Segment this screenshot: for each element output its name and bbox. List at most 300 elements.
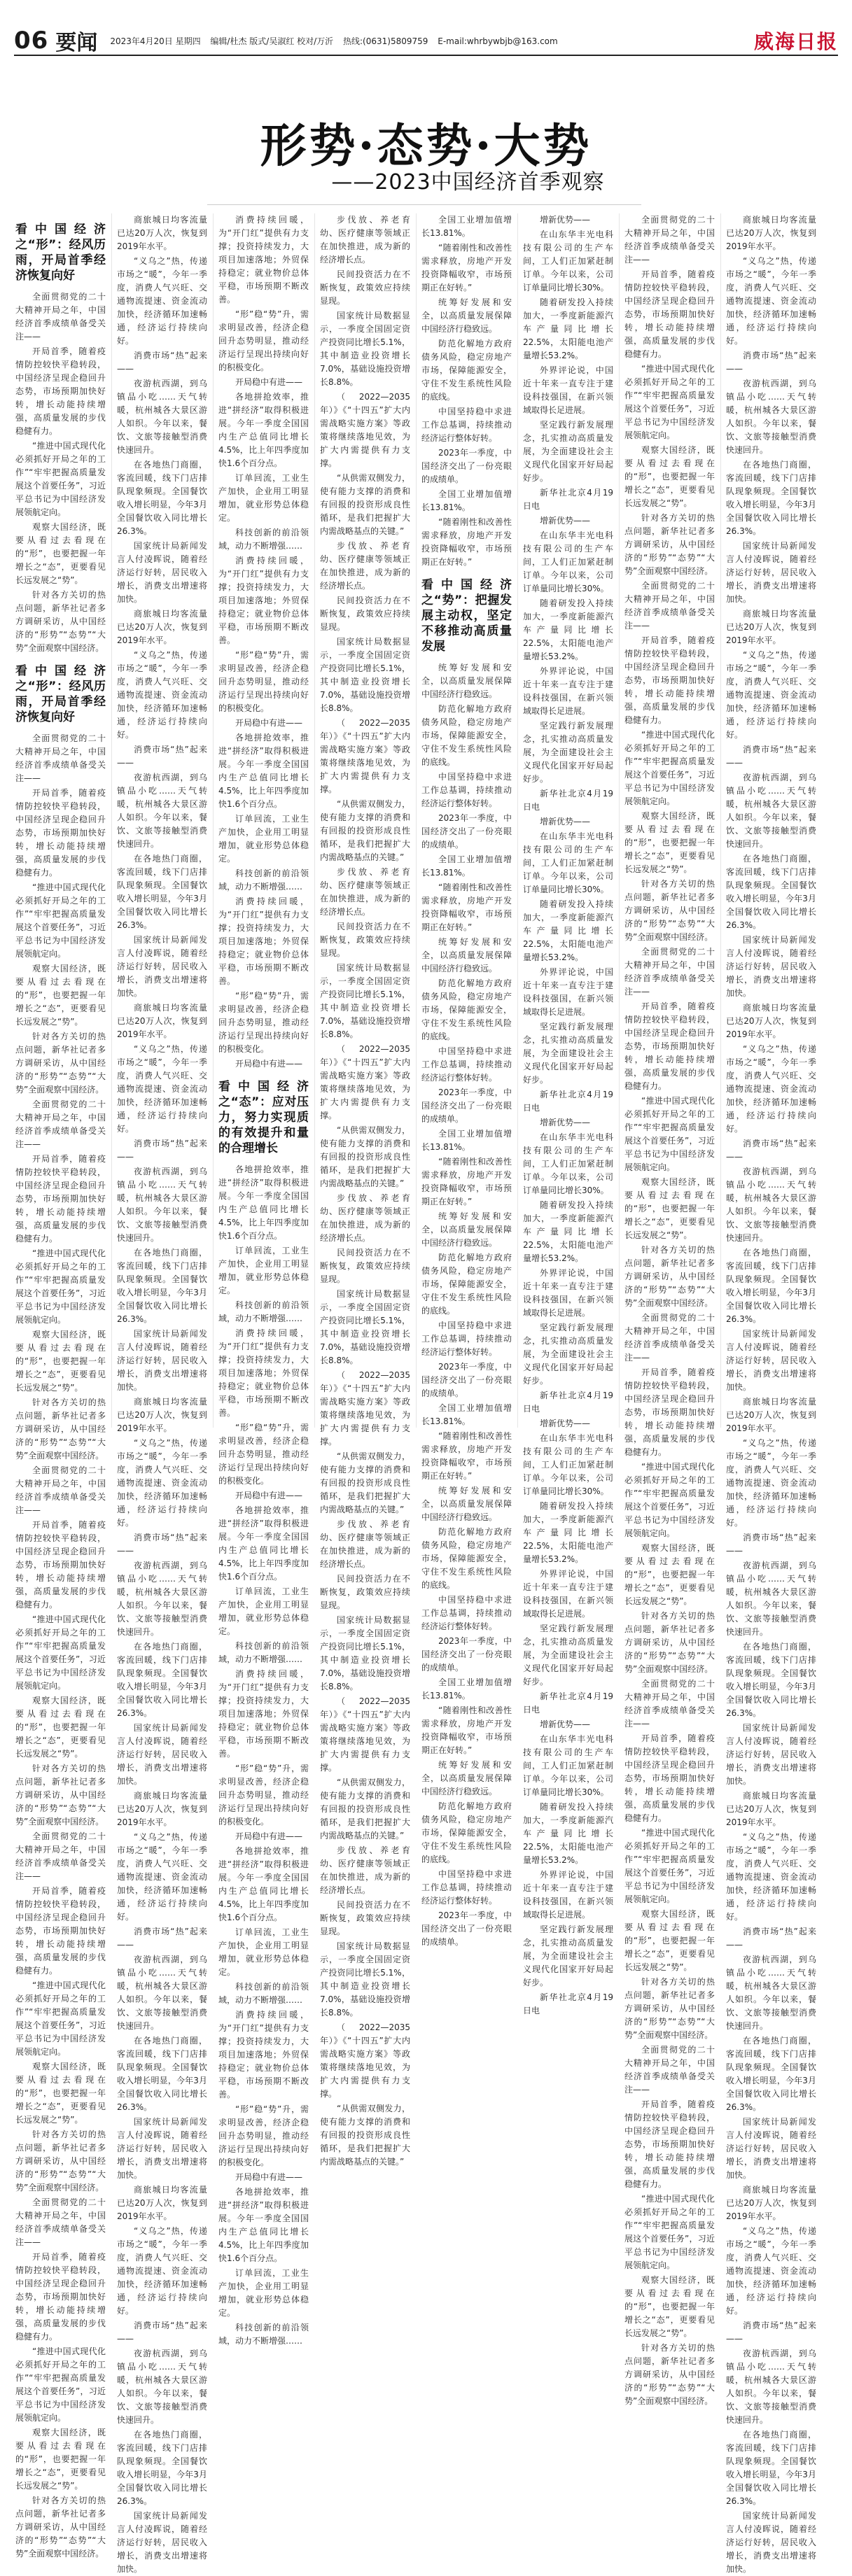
- paragraph: “形”稳“势”升，需求明显改善，经济企稳回升态势明显，推动经济运行呈现出持续向好的积极变化。: [218, 650, 309, 713]
- text-column-2: [117, 213, 207, 2574]
- paragraph: 在各地热门商圈，客流回暖，线下门店排队现象频现。全国餐饮收入增长明显，今年3月全国餐饮收入同比增长26.3%。: [726, 2430, 816, 2506]
- paragraph: “义乌之”热，传递市场之“暖”，今年一季度，消费人气兴旺、交通物流提速、资金流动加快，经济循环加速畅通，经济运行持续向好。: [117, 1044, 207, 1134]
- paragraph: （2022—2035年）》《“十四五”扩大内需战略实施方案》等政策将继续落地见效，为扩大内需提供有力支撑。: [320, 1696, 410, 1773]
- paragraph: 商旅城日均客流量已达20万人次，恢复到2019年水平。: [117, 1003, 207, 1039]
- paragraph: 商旅城日均客流量已达20万人次，恢复到2019年水平。: [117, 2185, 207, 2221]
- paragraph: 在各地热门商圈，客流回暖，线下门店排队现象频现。全国餐饮收入增长明显，今年3月全国餐饮收入同比增长26.3%。: [726, 2036, 816, 2112]
- paragraph: 消费市场“热”起来——: [117, 745, 207, 768]
- paragraph: 夜游杭西湖，到乌镇品小吃……天气转暖，杭州城各大景区游人如织。今年以来，餐饮、文旅等接触型消费快速回升。: [726, 1561, 816, 1637]
- paragraph: “随着刚性和改善性需求释放，房地产开发投资降幅收窄，市场预期正在好转。”: [421, 1157, 512, 1206]
- paragraph: 消费市场“热”起来——: [726, 1927, 816, 1950]
- paragraph: 在各地热门商圈，客流回暖，线下门店排队现象频现。全国餐饮收入增长明显，今年3月全国餐饮收入同比增长26.3%。: [726, 1248, 816, 1324]
- paragraph: “推进中国式现代化必须抓好开局之年的工作”“牢牢把握高质量发展这个首要任务”，习近平总书记为中国经济发展领航定向。: [624, 1096, 715, 1172]
- paragraph: 外界评论说，中国近十年来一直专注于建设科技强国，在新兴领域取得长足进展。: [523, 365, 613, 415]
- text-column-4: [320, 213, 410, 2167]
- paragraph: 民间投资活力在不断恢复，政策效应持续显现。: [320, 1900, 410, 1936]
- paragraph: 各地拼抢效率，推进“拼经济”取得积极进展。今年一季度全国国内生产总值同比增长4.5%，比上年四季度加快1.6个百分点。: [218, 2187, 309, 2263]
- paragraph: 消费持续回暖，为“开门红”提供有力支撑；投资持续发力，大项目加速落地；外贸保持稳定；就业物价总体平稳，市场预期不断改善。: [218, 1328, 309, 1418]
- paragraph: 观察大国经济，既要从看过去看现在的“形”，也要把握一年增长之“态”，更要看见长远发展之“势”。: [15, 522, 106, 585]
- paragraph: 商旅城日均客流量已达20万人次，恢复到2019年水平。: [117, 215, 207, 251]
- paragraph: 中国坚持稳中求进工作总基调，持续推动经济运行整体好转。: [421, 1869, 512, 1906]
- paragraph: 订单回流，工业生产加快，企业用工明显增加，就业形势总体稳定。: [218, 1586, 309, 1636]
- paragraph: 步伐放、养老育幼、医疗健康等领域正在加快推进，成为新的经济增长点。: [320, 1845, 410, 1895]
- paragraph: “形”稳“势”升，需求明显改善，经济企稳回升态势明显，推动经济运行呈现出持续向好的积极变化。: [218, 991, 309, 1054]
- paragraph: 商旅城日均客流量已达20万人次，恢复到2019年水平。: [726, 1791, 816, 1827]
- paragraph: 增新优势——: [540, 1719, 591, 1729]
- column-separator: [111, 213, 112, 1428]
- paragraph: “义乌之”热，传递市场之“暖”，今年一季度，消费人气兴旺、交通物流提速、资金流动加快，经济循环加速畅通，经济运行持续向好。: [117, 1438, 207, 1528]
- paragraph: 全面贯彻党的二十大精神开局之年，中国经济首季成绩单备受关注——: [15, 1465, 106, 1515]
- paragraph: 全面贯彻党的二十大精神开局之年，中国经济首季成绩单备受关注——: [15, 733, 106, 783]
- section-heading: 看中国经济之“形”：经风历雨，开局首季经济恢复向好: [15, 664, 106, 724]
- paragraph: 针对各方关切的热点问题，新华社记者多方调研采访，从中国经济的“形势”“态势”“大势”全面观察中国经济。: [15, 1032, 106, 1095]
- paragraph: 科技创新的前沿领域，动力不断增强……: [218, 528, 309, 551]
- paragraph: “义乌之”热，传递市场之“暖”，今年一季度，消费人气兴旺、交通物流提速、资金流动加快，经济循环加速畅通，经济运行持续向好。: [726, 1044, 816, 1134]
- text-column-7: [624, 213, 715, 2406]
- paragraph: 观察大国经济，既要从看过去看现在的“形”，也要把握一年增长之“态”，更要看见长远发展之“势”。: [15, 1696, 106, 1759]
- paragraph: 针对各方关切的热点问题，新华社记者多方调研采访，从中国经济的“形势”“态势”“大势”全面观察中国经济。: [624, 1245, 715, 1308]
- paragraph: 各地拼抢效率，推进“拼经济”取得积极进展。今年一季度全国国内生产总值同比增长4.5%，比上年四季度加快1.6个百分点。: [218, 733, 309, 809]
- paragraph: “义乌之”热，传递市场之“暖”，今年一季度，消费人气兴旺、交通物流提速、资金流动加快，经济循环加速畅通，经济运行持续向好。: [726, 650, 816, 740]
- column-separator: [416, 213, 417, 1428]
- paragraph: 中国坚持稳中求进工作总基调，持续推动经济运行整体好转。: [421, 772, 512, 808]
- paragraph: “形”稳“势”升，需求明显改善，经济企稳回升态势明显，推动经济运行呈现出持续向好的积极变化。: [218, 2104, 309, 2167]
- paragraph: 在各地热门商圈，客流回暖，线下门店排队现象频现。全国餐饮收入增长明显，今年3月全国餐饮收入同比增长26.3%。: [117, 460, 207, 536]
- masthead: [14, 27, 838, 56]
- paragraph: 中国坚持稳中求进工作总基调，持续推动经济运行整体好转。: [421, 1046, 512, 1083]
- paragraph: 消费市场“热”起来——: [117, 1927, 207, 1950]
- paragraph: 中国坚持稳中求进工作总基调，持续推动经济运行整体好转。: [421, 407, 512, 443]
- headline: 形势·态势·大势: [260, 118, 592, 173]
- paragraph: “随着刚性和改善性需求释放，房地产开发投资降幅收窄，市场预期正在好转。”: [421, 243, 512, 293]
- paragraph: “推进中国式现代化必须抓好开局之年的工作”“牢牢把握高质量发展这个首要任务”，习近平总书记为中国经济发展领航定向。: [15, 2346, 106, 2423]
- paragraph: 国家统计局新闻发言人付凌晖说，随着经济运行好转，居民收入增长，消费支出增速将加快。: [726, 1329, 816, 1392]
- paragraph: 夜游杭西湖，到乌镇品小吃……天气转暖，杭州城各大景区游人如织。今年以来，餐饮、文旅等接触型消费快速回升。: [117, 1167, 207, 1243]
- paragraph: 新华社北京4月19日电: [523, 789, 613, 812]
- paragraph: 随着研发投入持续加大，一季度新能源汽车产量同比增长22.5%，太阳能电池产量增长53.2%。: [523, 1200, 613, 1263]
- column-separator: [619, 213, 620, 1428]
- paragraph: 外界评论说，中国近十年来一直专注于建设科技强国，在新兴领域取得长足进展。: [523, 1569, 613, 1619]
- paragraph: 国家统计局新闻发言人付凌晖说，随着经济运行好转，居民收入增长，消费支出增速将加快。: [117, 1329, 207, 1392]
- paragraph: 消费市场“热”起来——: [726, 1533, 816, 1556]
- paragraph: 夜游杭西湖，到乌镇品小吃……天气转暖，杭州城各大景区游人如织。今年以来，餐饮、文旅等接触型消费快速回升。: [117, 1955, 207, 2031]
- text-column-8: [726, 213, 816, 2574]
- text-column-3: [218, 213, 309, 2346]
- column-separator: [517, 213, 518, 1428]
- paragraph: 消费市场“热”起来——: [117, 351, 207, 374]
- paragraph: “义乌之”热，传递市场之“暖”，今年一季度，消费人气兴旺、交通物流提速、资金流动加快，经济循环加速畅通，经济运行持续向好。: [726, 2226, 816, 2316]
- paragraph: 国家统计局数据显示，一季度全国固定资产投资同比增长5.1%，其中制造业投资增长7.0%，基础设施投资增长8.8%。: [320, 311, 410, 387]
- paragraph: 订单回流，工业生产加快，企业用工明显增加，就业形势总体稳定。: [218, 814, 309, 864]
- paragraph: “义乌之”热，传递市场之“暖”，今年一季度，消费人气兴旺、交通物流提速、资金流动加快，经济循环加速畅通，经济运行持续向好。: [117, 1832, 207, 1922]
- paragraph: 夜游杭西湖，到乌镇品小吃……天气转暖，杭州城各大景区游人如织。今年以来，餐饮、文旅等接触型消费快速回升。: [726, 379, 816, 455]
- paragraph: 坚定践行新发展理念，扎实推动高质量发展，为全面建设社会主义现代化国家开好局起好步。: [523, 1924, 613, 1987]
- paragraph: 在山东华丰光电科技有限公司的生产车间，工人们正加紧赶制订单。今年以来，公司订单量同比增长30%。: [523, 1734, 613, 1797]
- paragraph: 国家统计局新闻发言人付凌晖说，随着经济运行好转，居民收入增长，消费支出增速将加快。: [726, 2117, 816, 2180]
- paragraph: 中国坚持稳中求进工作总基调，持续推动经济运行整体好转。: [421, 1595, 512, 1631]
- editor-credits: 编辑/杜杰 版式/吴淑红 校对/万沂: [210, 36, 334, 46]
- paragraph: “义乌之”热，传递市场之“暖”，今年一季度，消费人气兴旺、交通物流提速、资金流动加快，经济循环加速畅通，经济运行持续向好。: [117, 256, 207, 346]
- paragraph: 针对各方关切的热点问题，新华社记者多方调研采访，从中国经济的“形势”“态势”“大势”全面观察中国经济。: [624, 879, 715, 942]
- title-rule: [207, 204, 641, 205]
- paragraph: 2023年一季度，中国经济交出了一份亮眼的成绩单。: [421, 813, 512, 850]
- paragraph: “推进中国式现代化必须抓好开局之年的工作”“牢牢把握高质量发展这个首要任务”，习近平总书记为中国经济发展领航定向。: [15, 441, 106, 517]
- paragraph: 观察大国经济，既要从看过去看现在的“形”，也要把握一年增长之“态”，更要看见长远发展之“势”。: [15, 964, 106, 1027]
- paragraph: 全面贯彻党的二十大精神开局之年，中国经济首季成绩单备受关注——: [15, 2197, 106, 2247]
- paragraph: “从供需双侧发力，使有能力支撑的消费和有回报的投资形成良性循环，是我们把握扩大内需战略基点的关键。”: [320, 799, 410, 862]
- paragraph: 统筹好发展和安全，以高质量发展保障中国经济行稳致远。: [421, 937, 512, 973]
- paragraph: 在各地热门商圈，客流回暖，线下门店排队现象频现。全国餐饮收入增长明显，今年3月全国餐饮收入同比增长26.3%。: [117, 854, 207, 930]
- email: E-mail:whrbywbjb@163.com: [438, 36, 558, 46]
- paragraph: 国家统计局新闻发言人付凌晖说，随着经济运行好转，居民收入增长，消费支出增速将加快。: [726, 935, 816, 998]
- paragraph: “义乌之”热，传递市场之“暖”，今年一季度，消费人气兴旺、交通物流提速、资金流动加快，经济循环加速畅通，经济运行持续向好。: [726, 256, 816, 346]
- paragraph: 夜游杭西湖，到乌镇品小吃……天气转暖，杭州城各大景区游人如织。今年以来，餐饮、文旅等接触型消费快速回升。: [117, 2349, 207, 2425]
- paragraph: 针对各方关切的热点问题，新华社记者多方调研采访，从中国经济的“形势”“态势”“大势”全面观察中国经济。: [624, 2343, 715, 2406]
- paragraph: “推进中国式现代化必须抓好开局之年的工作”“牢牢把握高质量发展这个首要任务”，习近平总书记为中国经济发展领航定向。: [624, 1828, 715, 1904]
- paragraph: 步伐放、养老育幼、医疗健康等领域正在加快推进，成为新的经济增长点。: [320, 215, 410, 265]
- section-heading: 看中国经济之“形”：经风历雨，开局首季经济恢复向好: [15, 223, 106, 283]
- paragraph: 防范化解地方政府债务风险，稳定房地产市场，保障能源安全，守住不发生系统性风险的底线。: [421, 1253, 512, 1316]
- section-heading: 看中国经济之“势”：把握发展主动权，坚定不移推动高质量发展: [421, 578, 512, 654]
- paragraph: 针对各方关切的热点问题，新华社记者多方调研采访，从中国经济的“形势”“态势”“大势”全面观察中国经济。: [15, 1398, 106, 1461]
- paragraph: 步伐放、养老育幼、医疗健康等领域正在加快推进，成为新的经济增长点。: [320, 541, 410, 591]
- paragraph: 随着研发投入持续加大，一季度新能源汽车产量同比增长22.5%，太阳能电池产量增长53.2%。: [523, 598, 613, 661]
- paragraph: 国家统计局数据显示，一季度全国固定资产投资同比增长5.1%，其中制造业投资增长7.0%，基础设施投资增长8.8%。: [320, 963, 410, 1039]
- paragraph: “从供需双侧发力，使有能力支撑的消费和有回报的投资形成良性循环，是我们把握扩大内需战略基点的关键。”: [320, 473, 410, 536]
- paragraph: 针对各方关切的热点问题，新华社记者多方调研采访，从中国经济的“形势”“态势”“大势”全面观察中国经济。: [15, 1764, 106, 1827]
- paragraph: 开局稳中有进——: [235, 1059, 303, 1069]
- paragraph: 消费市场“热”起来——: [117, 2321, 207, 2344]
- paragraph: “义乌之”热，传递市场之“暖”，今年一季度，消费人气兴旺、交通物流提速、资金流动加快，经济循环加速畅通，经济运行持续向好。: [726, 1832, 816, 1922]
- paragraph: 在各地热门商圈，客流回暖，线下门店排队现象频现。全国餐饮收入增长明显，今年3月全国餐饮收入同比增长26.3%。: [726, 854, 816, 930]
- paragraph: 全面贯彻党的二十大精神开局之年，中国经济首季成绩单备受关注——: [624, 2045, 715, 2095]
- paragraph: 开局首季，随着疫情防控较快平稳转段，中国经济呈现企稳回升态势，市场预期加快好转，增长动能持续增强，高质量发展的步伐稳健有力。: [624, 269, 715, 359]
- paragraph: 国家统计局新闻发言人付凌晖说，随着经济运行好转，居民收入增长，消费支出增速将加快。: [726, 1723, 816, 1786]
- paragraph: 消费市场“热”起来——: [117, 1533, 207, 1556]
- paragraph: 开局首季，随着疫情防控较快平稳转段，中国经济呈现企稳回升态势，市场预期加快好转，增长动能持续增强，高质量发展的步伐稳健有力。: [15, 346, 106, 436]
- paragraph: 观察大国经济，既要从看过去看现在的“形”，也要把握一年增长之“态”，更要看见长远发展之“势”。: [624, 445, 715, 508]
- paragraph: 坚定践行新发展理念，扎实推动高质量发展，为全面建设社会主义现代化国家开好局起好步。: [523, 1323, 613, 1386]
- paragraph: 观察大国经济，既要从看过去看现在的“形”，也要把握一年增长之“态”，更要看见长远发展之“势”。: [624, 2275, 715, 2338]
- paragraph: “从供需双侧发力，使有能力支撑的消费和有回报的投资形成良性循环，是我们把握扩大内需战略基点的关键。”: [320, 1778, 410, 1840]
- paragraph: 新华社北京4月19日电: [523, 1992, 613, 2015]
- paragraph: 观察大国经济，既要从看过去看现在的“形”，也要把握一年增长之“态”，更要看见长远发展之“势”。: [624, 1543, 715, 1606]
- paragraph: 坚定践行新发展理念，扎实推动高质量发展，为全面建设社会主义现代化国家开好局起好步。: [523, 420, 613, 483]
- paragraph: 国家统计局新闻发言人付凌晖说，随着经济运行好转，居民收入增长，消费支出增速将加快。: [117, 541, 207, 604]
- paragraph: 全国工业增加值增长13.81%。: [421, 1129, 512, 1152]
- paragraph: 商旅城日均客流量已达20万人次，恢复到2019年水平。: [726, 1003, 816, 1039]
- paragraph: 开局首季，随着疫情防控较快平稳转段，中国经济呈现企稳回升态势，市场预期加快好转，增长动能持续增强，高质量发展的步伐稳健有力。: [15, 1154, 106, 1244]
- paragraph: 全面贯彻党的二十大精神开局之年，中国经济首季成绩单备受关注——: [15, 1831, 106, 1881]
- paragraph: 坚定践行新发展理念，扎实推动高质量发展，为全面建设社会主义现代化国家开好局起好步。: [523, 1624, 613, 1687]
- paragraph: 国家统计局数据显示，一季度全国固定资产投资同比增长5.1%，其中制造业投资增长7.0%，基础设施投资增长8.8%。: [320, 1615, 410, 1691]
- column-separator: [720, 213, 721, 1428]
- paragraph: “义乌之”热，传递市场之“暖”，今年一季度，消费人气兴旺、交通物流提速、资金流动加快，经济循环加速畅通，经济运行持续向好。: [726, 1438, 816, 1528]
- paragraph: “推进中国式现代化必须抓好开局之年的工作”“牢牢把握高质量发展这个首要任务”，习近平总书记为中国经济发展领航定向。: [624, 364, 715, 440]
- masthead-meta: [110, 35, 564, 47]
- paragraph: 消费持续回暖，为“开门红”提供有力支撑；投资持续发力，大项目加速落地；外贸保持稳定；就业物价总体平稳，市场预期不断改善。: [218, 2010, 309, 2099]
- paragraph: 在各地热门商圈，客流回暖，线下门店排队现象频现。全国餐饮收入增长明显，今年3月全国餐饮收入同比增长26.3%。: [726, 1642, 816, 1718]
- paragraph: （2022—2035年）》《“十四五”扩大内需战略实施方案》等政策将继续落地见效，为扩大内需提供有力支撑。: [320, 718, 410, 794]
- paragraph: 科技创新的前沿领域，动力不断增强……: [218, 2323, 309, 2346]
- paragraph: 消费持续回暖，为“开门红”提供有力支撑；投资持续发力，大项目加速落地；外贸保持稳定；就业物价总体平稳，市场预期不断改善。: [218, 896, 309, 986]
- paragraph: 全国工业增加值增长13.81%。: [421, 1677, 512, 1701]
- paragraph: 国家统计局新闻发言人付凌晖说，随着经济运行好转，居民收入增长，消费支出增速将加快。: [117, 2511, 207, 2574]
- paragraph: 在山东华丰光电科技有限公司的生产车间，工人们正加紧赶制订单。今年以来，公司订单量同比增长30%。: [523, 230, 613, 293]
- paragraph: “推进中国式现代化必须抓好开局之年的工作”“牢牢把握高质量发展这个首要任务”，习近平总书记为中国经济发展领航定向。: [624, 1462, 715, 1538]
- paragraph: 坚定践行新发展理念，扎实推动高质量发展，为全面建设社会主义现代化国家开好局起好步。: [523, 1022, 613, 1085]
- paragraph: 在各地热门商圈，客流回暖，线下门店排队现象频现。全国餐饮收入增长明显，今年3月全国餐饮收入同比增长26.3%。: [117, 2036, 207, 2112]
- paragraph: 商旅城日均客流量已达20万人次，恢复到2019年水平。: [117, 1791, 207, 1827]
- section-heading: 看中国经济之“态”：应对压力，努力实现质的有效提升和量的合理增长: [218, 1080, 309, 1155]
- paragraph: 全面贯彻党的二十大精神开局之年，中国经济首季成绩单备受关注——: [624, 1313, 715, 1363]
- issue-date: 2023年4月20日 星期四: [110, 36, 201, 46]
- paragraph: 在各地热门商圈，客流回暖，线下门店排队现象频现。全国餐饮收入增长明显，今年3月全国餐饮收入同比增长26.3%。: [726, 460, 816, 536]
- text-column-5: [421, 213, 512, 1947]
- paragraph: 国家统计局数据显示，一季度全国固定资产投资同比增长5.1%，其中制造业投资增长7.0%，基础设施投资增长8.8%。: [320, 637, 410, 713]
- paragraph: 新华社北京4月19日电: [523, 1090, 613, 1113]
- paragraph: “形”稳“势”升，需求明显改善，经济企稳回升态势明显，推动经济运行呈现出持续向好的积极变化。: [218, 1423, 309, 1486]
- paragraph: 外界评论说，中国近十年来一直专注于建设科技强国，在新兴领域取得长足进展。: [523, 967, 613, 1017]
- paragraph: 开局首季，随着疫情防控较快平稳转段，中国经济呈现企稳回升态势，市场预期加快好转，增长动能持续增强，高质量发展的步伐稳健有力。: [15, 788, 106, 878]
- paragraph: 全面贯彻党的二十大精神开局之年，中国经济首季成绩单备受关注——: [624, 1679, 715, 1729]
- paragraph: 订单回流，工业生产加快，企业用工明显增加，就业形势总体稳定。: [218, 1246, 309, 1295]
- paragraph: “从供需双侧发力，使有能力支撑的消费和有回报的投资形成良性循环，是我们把握扩大内需战略基点的关键。”: [320, 1125, 410, 1188]
- paragraph: 防范化解地方政府债务风险，稳定房地产市场，保障能源安全，守住不发生系统性风险的底线。: [421, 978, 512, 1041]
- paragraph: 开局稳中有进——: [235, 1491, 303, 1500]
- paragraph: 订单回流，工业生产加快，企业用工明显增加，就业形势总体稳定。: [218, 473, 309, 523]
- paragraph: 2023年一季度，中国经济交出了一份亮眼的成绩单。: [421, 448, 512, 484]
- paragraph: 2023年一季度，中国经济交出了一份亮眼的成绩单。: [421, 1362, 512, 1398]
- paragraph: 国家统计局新闻发言人付凌晖说，随着经济运行好转，居民收入增长，消费支出增速将加快。: [117, 1723, 207, 1786]
- paragraph: 统筹好发展和安全，以高质量发展保障中国经济行稳致远。: [421, 1211, 512, 1248]
- paragraph: 随着研发投入持续加大，一季度新能源汽车产量同比增长22.5%，太阳能电池产量增长53.2%。: [523, 297, 613, 360]
- paragraph: 步伐放、养老育幼、医疗健康等领域正在加快推进，成为新的经济增长点。: [320, 867, 410, 917]
- paragraph: 防范化解地方政府债务风险，稳定房地产市场，保障能源安全，守住不发生系统性风险的底线。: [421, 339, 512, 402]
- paragraph: 针对各方关切的热点问题，新华社记者多方调研采访，从中国经济的“形势”“态势”“大势”全面观察中国经济。: [624, 1977, 715, 2040]
- paragraph: 在各地热门商圈，客流回暖，线下门店排队现象频现。全国餐饮收入增长明显，今年3月全国餐饮收入同比增长26.3%。: [117, 1642, 207, 1718]
- paragraph: 夜游杭西湖，到乌镇品小吃……天气转暖，杭州城各大景区游人如织。今年以来，餐饮、文旅等接触型消费快速回升。: [117, 773, 207, 849]
- paragraph: 统筹好发展和安全，以高质量发展保障中国经济行稳致远。: [421, 1760, 512, 1796]
- paragraph: 民间投资活力在不断恢复，政策效应持续显现。: [320, 269, 410, 306]
- paragraph: 观察大国经济，既要从看过去看现在的“形”，也要把握一年增长之“态”，更要看见长远发展之“势”。: [624, 1177, 715, 1240]
- paragraph: “推进中国式现代化必须抓好开局之年的工作”“牢牢把握高质量发展这个首要任务”，习近平总书记为中国经济发展领航定向。: [15, 1614, 106, 1691]
- paragraph: 消费持续回暖，为“开门红”提供有力支撑；投资持续发力，大项目加速落地；外贸保持稳定；就业物价总体平稳，市场预期不断改善。: [218, 215, 309, 304]
- section-title: 要闻: [55, 31, 98, 55]
- paragraph: 随着研发投入持续加大，一季度新能源汽车产量同比增长22.5%，太阳能电池产量增长53.2%。: [523, 1501, 613, 1564]
- paragraph: 针对各方关切的热点问题，新华社记者多方调研采访，从中国经济的“形势”“态势”“大势”全面观察中国经济。: [15, 2496, 106, 2559]
- paragraph: 防范化解地方政府债务风险，稳定房地产市场，保障能源安全，守住不发生系统性风险的底线。: [421, 1527, 512, 1590]
- paragraph: 科技创新的前沿领域，动力不断增强……: [218, 1982, 309, 2005]
- paragraph: 国家统计局新闻发言人付凌晖说，随着经济运行好转，居民收入增长，消费支出增速将加快。: [726, 541, 816, 604]
- paragraph: “推进中国式现代化必须抓好开局之年的工作”“牢牢把握高质量发展这个首要任务”，习近平总书记为中国经济发展领航定向。: [15, 1248, 106, 1325]
- paragraph: 消费市场“热”起来——: [117, 1139, 207, 1162]
- paragraph: 商旅城日均客流量已达20万人次，恢复到2019年水平。: [117, 1397, 207, 1433]
- paragraph: 国家统计局数据显示，一季度全国固定资产投资同比增长5.1%，其中制造业投资增长7.0%，基础设施投资增长8.8%。: [320, 1941, 410, 2018]
- paragraph: 商旅城日均客流量已达20万人次，恢复到2019年水平。: [117, 609, 207, 645]
- paragraph: 商旅城日均客流量已达20万人次，恢复到2019年水平。: [726, 1397, 816, 1433]
- paragraph: 观察大国经济，既要从看过去看现在的“形”，也要把握一年增长之“态”，更要看见长远发展之“势”。: [15, 1330, 106, 1393]
- paragraph: “推进中国式现代化必须抓好开局之年的工作”“牢牢把握高质量发展这个首要任务”，习近平总书记为中国经济发展领航定向。: [624, 730, 715, 806]
- paragraph: 开局首季，随着疫情防控较快平稳转段，中国经济呈现企稳回升态势，市场预期加快好转，增长动能持续增强，高质量发展的步伐稳健有力。: [15, 1886, 106, 1976]
- paragraph: 统筹好发展和安全，以高质量发展保障中国经济行稳致远。: [421, 1486, 512, 1522]
- paragraph: 开局稳中有进——: [235, 2172, 303, 2182]
- paragraph: 开局首季，随着疫情防控较快平稳转段，中国经济呈现企稳回升态势，市场预期加快好转，增长动能持续增强，高质量发展的步伐稳健有力。: [15, 1520, 106, 1610]
- paragraph: 开局首季，随着疫情防控较快平稳转段，中国经济呈现企稳回升态势，市场预期加快好转，增长动能持续增强，高质量发展的步伐稳健有力。: [624, 1367, 715, 1457]
- paragraph: “推进中国式现代化必须抓好开局之年的工作”“牢牢把握高质量发展这个首要任务”，习近平总书记为中国经济发展领航定向。: [624, 2194, 715, 2270]
- column-separator: [314, 213, 315, 1428]
- paragraph: 开局首季，随着疫情防控较快平稳转段，中国经济呈现企稳回升态势，市场预期加快好转，增长动能持续增强，高质量发展的步伐稳健有力。: [15, 2252, 106, 2342]
- paragraph: 全国工业增加值增长13.81%。: [421, 489, 512, 512]
- paragraph: 国家统计局新闻发言人付凌晖说，随着经济运行好转，居民收入增长，消费支出增速将加快。: [726, 2511, 816, 2574]
- paragraph: 全面贯彻党的二十大精神开局之年，中国经济首季成绩单备受关注——: [624, 215, 715, 265]
- paragraph: 针对各方关切的热点问题，新华社记者多方调研采访，从中国经济的“形势”“态势”“大势”全面观察中国经济。: [15, 2130, 106, 2193]
- paragraph: 消费持续回暖，为“开门红”提供有力支撑；投资持续发力，大项目加速落地；外贸保持稳定；就业物价总体平稳，市场预期不断改善。: [218, 1669, 309, 1759]
- paragraph: 全国工业增加值增长13.81%。: [421, 215, 512, 238]
- paragraph: 消费市场“热”起来——: [726, 745, 816, 768]
- paragraph: 全面贯彻党的二十大精神开局之年，中国经济首季成绩单备受关注——: [15, 1099, 106, 1149]
- paragraph: 消费市场“热”起来——: [726, 2321, 816, 2344]
- paragraph: 国家统计局新闻发言人付凌晖说，随着经济运行好转，居民收入增长，消费支出增速将加快。: [117, 935, 207, 998]
- paragraph: “形”稳“势”升，需求明显改善，经济企稳回升态势明显，推动经济运行呈现出持续向好的积极变化。: [218, 309, 309, 372]
- paragraph: 统筹好发展和安全，以高质量发展保障中国经济行稳致远。: [421, 297, 512, 334]
- paragraph: 外界评论说，中国近十年来一直专注于建设科技强国，在新兴领域取得长足进展。: [523, 666, 613, 716]
- paragraph: 观察大国经济，既要从看过去看现在的“形”，也要把握一年增长之“态”，更要看见长远发展之“势”。: [15, 2062, 106, 2125]
- paragraph: 随着研发投入持续加大，一季度新能源汽车产量同比增长22.5%，太阳能电池产量增长53.2%。: [523, 1802, 613, 1865]
- paragraph: 开局首季，随着疫情防控较快平稳转段，中国经济呈现企稳回升态势，市场预期加快好转，增长动能持续增强，高质量发展的步伐稳健有力。: [624, 1001, 715, 1091]
- paragraph: 外界评论说，中国近十年来一直专注于建设科技强国，在新兴领域取得长足进展。: [523, 1870, 613, 1920]
- paragraph: 在各地热门商圈，客流回暖，线下门店排队现象频现。全国餐饮收入增长明显，今年3月全国餐饮收入同比增长26.3%。: [117, 2430, 207, 2506]
- paragraph: “随着刚性和改善性需求释放，房地产开发投资降幅收窄，市场预期正在好转。”: [421, 517, 512, 567]
- paragraph: 防范化解地方政府债务风险，稳定房地产市场，保障能源安全，守住不发生系统性风险的底线。: [421, 1801, 512, 1864]
- paragraph: 科技创新的前沿领域，动力不断增强……: [218, 1300, 309, 1323]
- paragraph: 商旅城日均客流量已达20万人次，恢复到2019年水平。: [726, 609, 816, 645]
- paragraph: 2023年一季度，中国经济交出了一份亮眼的成绩单。: [421, 1088, 512, 1124]
- paragraph: （2022—2035年）》《“十四五”扩大内需战略实施方案》等政策将继续落地见效，为扩大内需提供有力支撑。: [320, 1370, 410, 1447]
- text-column-6: [523, 213, 613, 2015]
- newspaper-logo: 威海日报: [753, 30, 838, 53]
- paragraph: 坚定践行新发展理念，扎实推动高质量发展，为全面建设社会主义现代化国家开好局起好步。: [523, 721, 613, 784]
- paragraph: “形”稳“势”升，需求明显改善，经济企稳回升态势明显，推动经济运行呈现出持续向好的积极变化。: [218, 1764, 309, 1827]
- paragraph: 开局首季，随着疫情防控较快平稳转段，中国经济呈现企稳回升态势，市场预期加快好转，增长动能持续增强，高质量发展的步伐稳健有力。: [624, 635, 715, 725]
- paragraph: 消费市场“热”起来——: [726, 351, 816, 374]
- paragraph: “从供需双侧发力，使有能力支撑的消费和有回报的投资形成良性循环，是我们把握扩大内需战略基点的关键。”: [320, 1451, 410, 1514]
- paragraph: 订单回流，工业生产加快，企业用工明显增加，就业形势总体稳定。: [218, 2268, 309, 2318]
- paragraph: 防范化解地方政府债务风险，稳定房地产市场，保障能源安全，守住不发生系统性风险的底线。: [421, 704, 512, 767]
- paragraph: 开局稳中有进——: [235, 377, 303, 387]
- paragraph: 观察大国经济，既要从看过去看现在的“形”，也要把握一年增长之“态”，更要看见长远发展之“势”。: [624, 1909, 715, 1972]
- paragraph: 新华社北京4月19日电: [523, 1391, 613, 1414]
- paragraph: 外界评论说，中国近十年来一直专注于建设科技强国，在新兴领域取得长足进展。: [523, 1268, 613, 1318]
- text-column-1: [15, 213, 106, 2559]
- paragraph: 观察大国经济，既要从看过去看现在的“形”，也要把握一年增长之“态”，更要看见长远发展之“势”。: [15, 2428, 106, 2491]
- paragraph: 在山东华丰光电科技有限公司的生产车间，工人们正加紧赶制订单。今年以来，公司订单量同比增长30%。: [523, 530, 613, 593]
- paragraph: 订单回流，工业生产加快，企业用工明显增加，就业形势总体稳定。: [218, 1927, 309, 1977]
- paragraph: 新华社北京4月19日电: [523, 1691, 613, 1715]
- paragraph: 开局稳中有进——: [235, 718, 303, 728]
- paragraph: 夜游杭西湖，到乌镇品小吃……天气转暖，杭州城各大景区游人如织。今年以来，餐饮、文旅等接触型消费快速回升。: [117, 1561, 207, 1637]
- paragraph: 统筹好发展和安全，以高质量发展保障中国经济行稳致远。: [421, 663, 512, 699]
- paragraph: 步伐放、养老育幼、医疗健康等领域正在加快推进，成为新的经济增长点。: [320, 1193, 410, 1243]
- paragraph: 商旅城日均客流量已达20万人次，恢复到2019年水平。: [726, 215, 816, 251]
- paragraph: 国家统计局新闻发言人付凌晖说，随着经济运行好转，居民收入增长，消费支出增速将加快。: [117, 2117, 207, 2180]
- page-number: 06: [14, 27, 49, 55]
- paragraph: 步伐放、养老育幼、医疗健康等领域正在加快推进，成为新的经济增长点。: [320, 1519, 410, 1569]
- paragraph: “从供需双侧发力，使有能力支撑的消费和有回报的投资形成良性循环，是我们把握扩大内需战略基点的关键。”: [320, 2104, 410, 2167]
- paragraph: 国家统计局数据显示，一季度全国固定资产投资同比增长5.1%，其中制造业投资增长7.0%，基础设施投资增长8.8%。: [320, 1289, 410, 1365]
- paragraph: 民间投资活力在不断恢复，政策效应持续显现。: [320, 1248, 410, 1284]
- paragraph: 夜游杭西湖，到乌镇品小吃……天气转暖，杭州城各大景区游人如织。今年以来，餐饮、文旅等接触型消费快速回升。: [726, 2349, 816, 2425]
- paragraph: 民间投资活力在不断恢复，政策效应持续显现。: [320, 922, 410, 958]
- paragraph: （2022—2035年）》《“十四五”扩大内需战略实施方案》等政策将继续落地见效，为扩大内需提供有力支撑。: [320, 392, 410, 468]
- paragraph: 新华社北京4月19日电: [523, 488, 613, 511]
- paragraph: 各地拼抢效率，推进“拼经济”取得积极进展。今年一季度全国国内生产总值同比增长4.5%，比上年四季度加快1.6个百分点。: [218, 1846, 309, 1922]
- paragraph: “推进中国式现代化必须抓好开局之年的工作”“牢牢把握高质量发展这个首要任务”，习近平总书记为中国经济发展领航定向。: [15, 1980, 106, 2057]
- paragraph: 夜游杭西湖，到乌镇品小吃……天气转暖，杭州城各大景区游人如织。今年以来，餐饮、文旅等接触型消费快速回升。: [117, 379, 207, 455]
- paragraph: 在山东华丰光电科技有限公司的生产车间，工人们正加紧赶制订单。今年以来，公司订单量同比增长30%。: [523, 1433, 613, 1496]
- paragraph: 全国工业增加值增长13.81%。: [421, 1403, 512, 1426]
- paragraph: 全国工业增加值增长13.81%。: [421, 854, 512, 878]
- paragraph: 夜游杭西湖，到乌镇品小吃……天气转暖，杭州城各大景区游人如织。今年以来，餐饮、文旅等接触型消费快速回升。: [726, 773, 816, 849]
- paragraph: “义乌之”热，传递市场之“暖”，今年一季度，消费人气兴旺、交通物流提速、资金流动加快，经济循环加速畅通，经济运行持续向好。: [117, 2226, 207, 2316]
- paragraph: 消费持续回暖，为“开门红”提供有力支撑；投资持续发力，大项目加速落地；外贸保持稳定；就业物价总体平稳，市场预期不断改善。: [218, 556, 309, 645]
- paragraph: 商旅城日均客流量已达20万人次，恢复到2019年水平。: [726, 2185, 816, 2221]
- paragraph: 民间投资活力在不断恢复，政策效应持续显现。: [320, 596, 410, 632]
- paragraph: 2023年一季度，中国经济交出了一份亮眼的成绩单。: [421, 1636, 512, 1673]
- paragraph: 科技创新的前沿领域，动力不断增强……: [218, 868, 309, 892]
- paragraph: 随着研发投入持续加大，一季度新能源汽车产量同比增长22.5%，太阳能电池产量增长53.2%。: [523, 899, 613, 962]
- paragraph: 全面贯彻党的二十大精神开局之年，中国经济首季成绩单备受关注——: [624, 581, 715, 631]
- paragraph: 夜游杭西湖，到乌镇品小吃……天气转暖，杭州城各大景区游人如织。今年以来，餐饮、文旅等接触型消费快速回升。: [726, 1955, 816, 2031]
- paragraph: 在各地热门商圈，客流回暖，线下门店排队现象频现。全国餐饮收入增长明显，今年3月全国餐饮收入同比增长26.3%。: [117, 1248, 207, 1324]
- paragraph: 开局首季，随着疫情防控较快平稳转段，中国经济呈现企稳回升态势，市场预期加快好转，增长动能持续增强，高质量发展的步伐稳健有力。: [624, 1733, 715, 1823]
- paragraph: 针对各方关切的热点问题，新华社记者多方调研采访，从中国经济的“形势”“态势”“大势”全面观察中国经济。: [15, 590, 106, 653]
- paragraph: 增新优势——: [540, 1118, 591, 1127]
- paragraph: 各地拼抢效率，推进“拼经济”取得积极进展。今年一季度全国国内生产总值同比增长4.5%，比上年四季度加快1.6个百分点。: [218, 1164, 309, 1241]
- paragraph: （2022—2035年）》《“十四五”扩大内需战略实施方案》等政策将继续落地见效，为扩大内需提供有力支撑。: [320, 1044, 410, 1120]
- hotline: 热线:(0631)5809759: [343, 36, 428, 46]
- paragraph: 夜游杭西湖，到乌镇品小吃……天气转暖，杭州城各大景区游人如织。今年以来，餐饮、文旅等接触型消费快速回升。: [726, 1167, 816, 1243]
- paragraph: （2022—2035年）》《“十四五”扩大内需战略实施方案》等政策将继续落地见效，为扩大内需提供有力支撑。: [320, 2022, 410, 2099]
- paragraph: 中国坚持稳中求进工作总基调，持续推动经济运行整体好转。: [421, 1321, 512, 1357]
- paragraph: 增新优势——: [540, 516, 591, 526]
- paragraph: “随着刚性和改善性需求释放，房地产开发投资降幅收窄，市场预期正在好转。”: [421, 882, 512, 932]
- column-separator: [213, 213, 214, 1428]
- paragraph: 增新优势——: [540, 817, 591, 826]
- paragraph: “随着刚性和改善性需求释放，房地产开发投资降幅收窄，市场预期正在好转。”: [421, 1705, 512, 1755]
- paragraph: 开局稳中有进——: [235, 1831, 303, 1841]
- paragraph: “随着刚性和改善性需求释放，房地产开发投资降幅收窄，市场预期正在好转。”: [421, 1431, 512, 1481]
- paragraph: 2023年一季度，中国经济交出了一份亮眼的成绩单。: [421, 1910, 512, 1947]
- paragraph: 全面贯彻党的二十大精神开局之年，中国经济首季成绩单备受关注——: [624, 947, 715, 997]
- paragraph: 科技创新的前沿领域，动力不断增强……: [218, 1641, 309, 1664]
- paragraph: “义乌之”热，传递市场之“暖”，今年一季度，消费人气兴旺、交通物流提速、资金流动加快，经济循环加速畅通，经济运行持续向好。: [117, 650, 207, 740]
- paragraph: 消费市场“热”起来——: [726, 1139, 816, 1162]
- paragraph: 增新优势——: [540, 215, 591, 225]
- subheadline: ——2023中国经济首季观察: [331, 170, 605, 195]
- paragraph: 各地拼抢效率，推进“拼经济”取得积极进展。今年一季度全国国内生产总值同比增长4.5%，比上年四季度加快1.6个百分点。: [218, 392, 309, 468]
- paragraph: 在山东华丰光电科技有限公司的生产车间，工人们正加紧赶制订单。今年以来，公司订单量同比增长30%。: [523, 831, 613, 894]
- paragraph: 针对各方关切的热点问题，新华社记者多方调研采访，从中国经济的“形势”“态势”“大势”全面观察中国经济。: [624, 1611, 715, 1674]
- paragraph: 各地拼抢效率，推进“拼经济”取得积极进展。今年一季度全国国内生产总值同比增长4.5%，比上年四季度加快1.6个百分点。: [218, 1505, 309, 1582]
- paragraph: 开局首季，随着疫情防控较快平稳转段，中国经济呈现企稳回升态势，市场预期加快好转，增长动能持续增强，高质量发展的步伐稳健有力。: [624, 2099, 715, 2189]
- paragraph: 针对各方关切的热点问题，新华社记者多方调研采访，从中国经济的“形势”“态势”“大势”全面观察中国经济。: [624, 513, 715, 576]
- paragraph: 民间投资活力在不断恢复，政策效应持续显现。: [320, 1574, 410, 1610]
- paragraph: 在山东华丰光电科技有限公司的生产车间，工人们正加紧赶制订单。今年以来，公司订单量同比增长30%。: [523, 1132, 613, 1195]
- paragraph: 观察大国经济，既要从看过去看现在的“形”，也要把握一年增长之“态”，更要看见长远发展之“势”。: [624, 811, 715, 874]
- paragraph: 增新优势——: [540, 1419, 591, 1428]
- paragraph: “推进中国式现代化必须抓好开局之年的工作”“牢牢把握高质量发展这个首要任务”，习近平总书记为中国经济发展领航定向。: [15, 882, 106, 959]
